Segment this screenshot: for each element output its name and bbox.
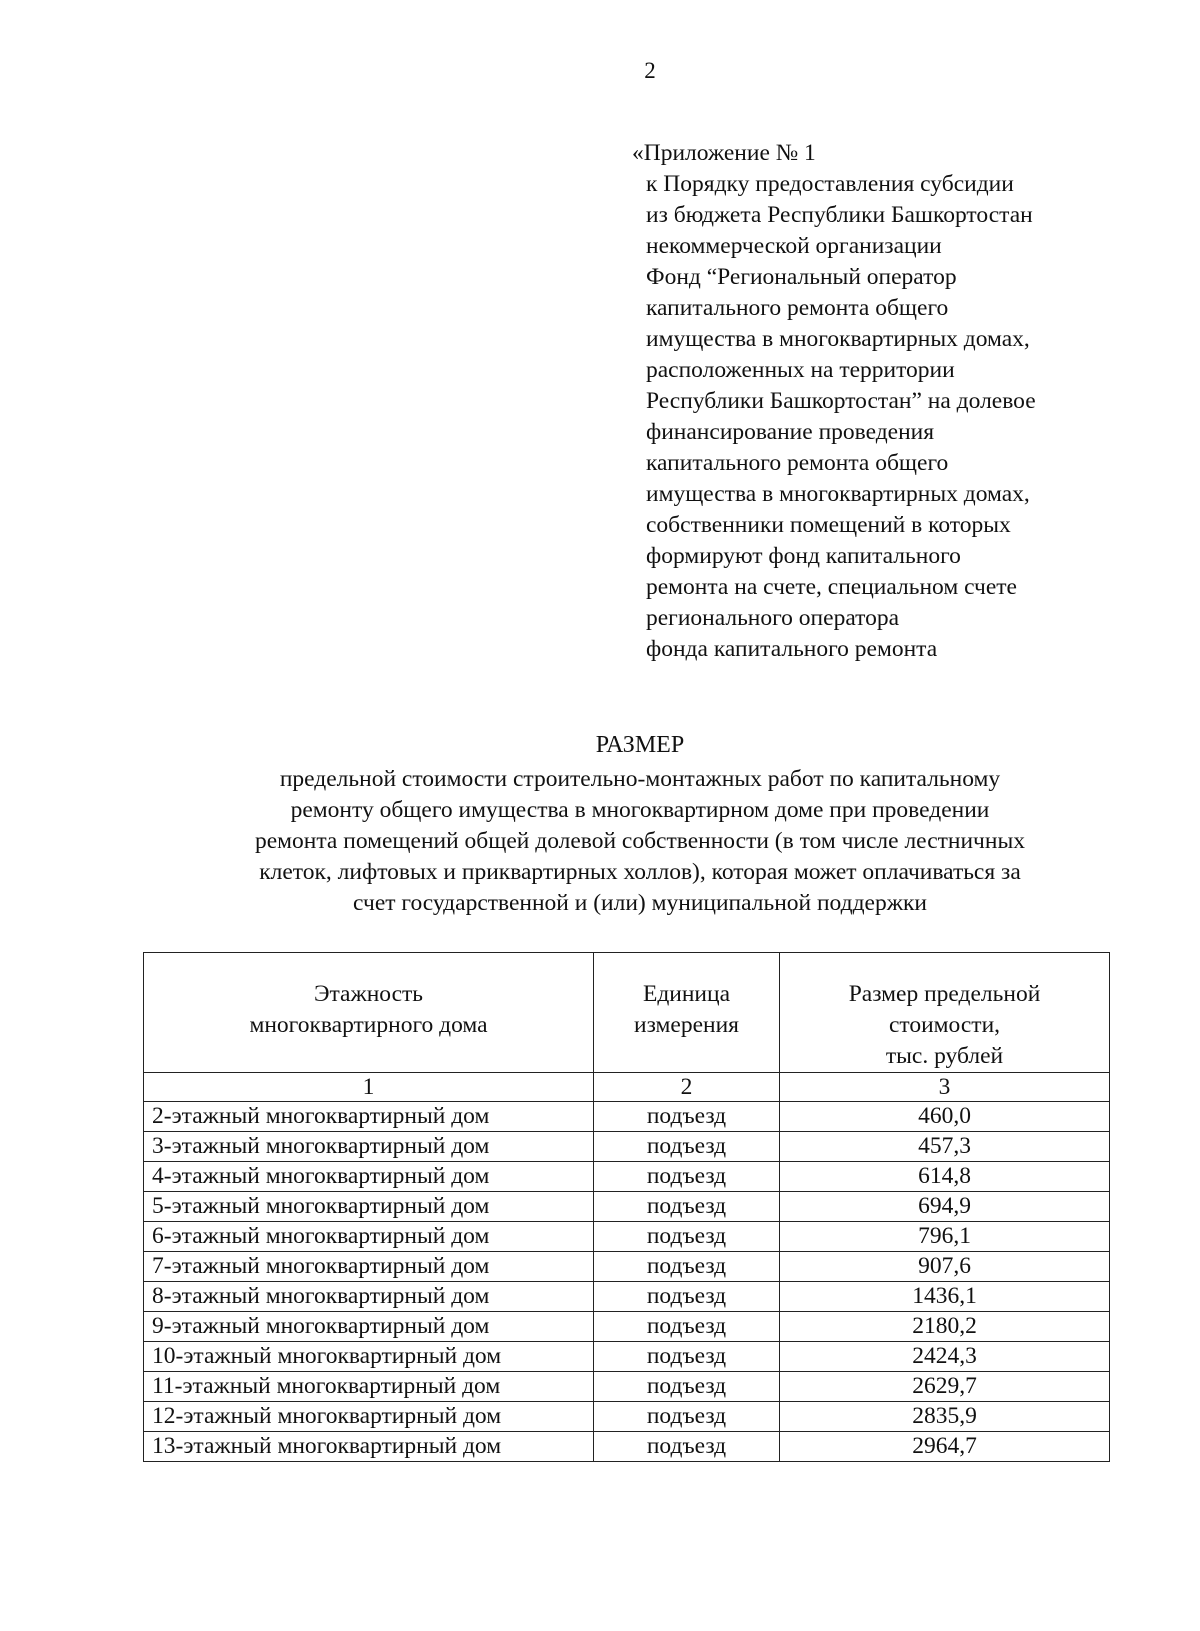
cell-floors: 6-этажный многоквартирный дом [144, 1222, 594, 1252]
cell-cost: 1436,1 [780, 1282, 1110, 1312]
table-row [144, 1372, 1110, 1402]
table-row [144, 1192, 1110, 1222]
cell-floors: 3-этажный многоквартирный дом [144, 1132, 594, 1162]
cell-unit: подъезд [594, 1312, 780, 1342]
appendix-line: финансирование проведения [646, 419, 935, 445]
appendix-header [632, 138, 1192, 665]
cell-floors: 2-этажный многоквартирный дом [144, 1102, 594, 1132]
title-heading: РАЗМЕР [595, 732, 685, 758]
page-number: 2 [644, 58, 656, 83]
cell-cost: 907,6 [780, 1252, 1110, 1282]
cell-unit: подъезд [594, 1162, 780, 1192]
cost-table [143, 952, 1110, 1462]
appendix-line: регионального оператора [646, 605, 900, 631]
cell-cost: 2180,2 [780, 1312, 1110, 1342]
cell-floors: 10-этажный многоквартирный дом [144, 1342, 594, 1372]
table-row [144, 1432, 1110, 1462]
table-row [144, 1102, 1110, 1132]
appendix-line: формируют фонд капитального [646, 543, 961, 569]
document-title [140, 730, 1140, 919]
appendix-line: «Приложение № 1 [632, 140, 816, 166]
appendix-line: собственники помещений в которых [646, 512, 1011, 538]
cell-unit: подъезд [594, 1342, 780, 1372]
cell-floors: 9-этажный многоквартирный дом [144, 1312, 594, 1342]
cell-floors: 13-этажный многоквартирный дом [144, 1432, 594, 1462]
table-row [144, 1342, 1110, 1372]
appendix-line: имущества в многоквартирных домах, [646, 326, 1030, 352]
title-line: счет государственной и (или) муниципальной поддержки [353, 890, 927, 916]
cell-unit: подъезд [594, 1402, 780, 1432]
cell-cost: 2629,7 [780, 1372, 1110, 1402]
table-row [144, 1312, 1110, 1342]
appendix-line: Фонд “Региональный оператор [646, 264, 957, 290]
appendix-line: имущества в многоквартирных домах, [646, 481, 1030, 507]
table-row [144, 1252, 1110, 1282]
appendix-line: капитального ремонта общего [646, 295, 949, 321]
table-row [144, 1222, 1110, 1252]
cell-cost: 460,0 [780, 1102, 1110, 1132]
column-number: 2 [594, 1073, 780, 1102]
cell-cost: 694,9 [780, 1192, 1110, 1222]
appendix-line: из бюджета Республики Башкортостан [646, 202, 1033, 228]
cell-cost: 2835,9 [780, 1402, 1110, 1432]
appendix-line: ремонта на счете, специальном счете [646, 574, 1017, 600]
cell-floors: 7-этажный многоквартирный дом [144, 1252, 594, 1282]
cell-floors: 12-этажный многоквартирный дом [144, 1402, 594, 1432]
cell-unit: подъезд [594, 1132, 780, 1162]
column-number: 1 [144, 1073, 594, 1102]
cell-cost: 614,8 [780, 1162, 1110, 1192]
cell-floors: 4-этажный многоквартирный дом [144, 1162, 594, 1192]
table-row [144, 1162, 1110, 1192]
cell-cost: 2424,3 [780, 1342, 1110, 1372]
cell-cost: 457,3 [780, 1132, 1110, 1162]
appendix-line: капитального ремонта общего [646, 450, 949, 476]
cell-unit: подъезд [594, 1372, 780, 1402]
cell-unit: подъезд [594, 1222, 780, 1252]
cell-unit: подъезд [594, 1102, 780, 1132]
appendix-line: Республики Башкортостан” на долевое [646, 388, 1036, 414]
header-floors: Этажность многоквартирного дома [144, 953, 594, 1073]
title-line: клеток, лифтовых и приквартирных холлов), которая может оплачиваться за [259, 859, 1021, 885]
header-unit: Единица измерения [594, 953, 780, 1073]
column-number: 3 [780, 1073, 1110, 1102]
cell-floors: 11-этажный многоквартирный дом [144, 1372, 594, 1402]
appendix-line: расположенных на территории [646, 357, 955, 383]
cell-floors: 5-этажный многоквартирный дом [144, 1192, 594, 1222]
appendix-line: некоммерческой организации [646, 233, 942, 259]
header-cost: Размер предельной стоимости, тыс. рублей [780, 953, 1110, 1073]
title-line: предельной стоимости строительно-монтажных работ по капитальному [279, 766, 1001, 792]
table-row [144, 1132, 1110, 1162]
title-line: ремонту общего имущества в многоквартирном доме при проведении [290, 797, 990, 823]
cell-unit: подъезд [594, 1252, 780, 1282]
title-line: ремонта помещений общей долевой собственности (в том числе лестничных [255, 828, 1025, 854]
cell-cost: 796,1 [780, 1222, 1110, 1252]
appendix-line: к Порядку предоставления субсидии [646, 171, 1014, 197]
appendix-line: фонда капитального ремонта [646, 636, 938, 662]
table-header-row [144, 953, 1110, 1073]
table-row [144, 1282, 1110, 1312]
cell-floors: 8-этажный многоквартирный дом [144, 1282, 594, 1312]
cell-unit: подъезд [594, 1282, 780, 1312]
cell-unit: подъезд [594, 1432, 780, 1462]
cell-unit: подъезд [594, 1192, 780, 1222]
cell-cost: 2964,7 [780, 1432, 1110, 1462]
column-number-row [144, 1073, 1110, 1102]
table-row [144, 1402, 1110, 1432]
